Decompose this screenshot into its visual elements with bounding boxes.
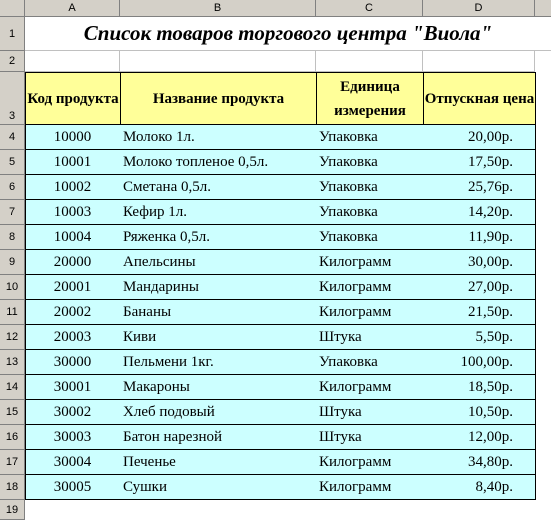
name-cell[interactable]: Хлеб подовый bbox=[120, 400, 317, 425]
unit-cell[interactable]: Упаковка bbox=[316, 225, 424, 250]
price-cell[interactable]: 100,00р. bbox=[423, 350, 536, 375]
code-cell[interactable]: 20000 bbox=[25, 250, 121, 275]
name-cell[interactable]: Печенье bbox=[120, 450, 317, 475]
name-cell[interactable]: Молоко 1л. bbox=[120, 125, 317, 150]
unit-cell[interactable]: Упаковка bbox=[316, 150, 424, 175]
code-cell[interactable]: 30003 bbox=[25, 425, 121, 450]
row-header[interactable]: 3 bbox=[0, 72, 25, 125]
price-cell[interactable]: 14,20р. bbox=[423, 200, 536, 225]
unit-cell[interactable]: Килограмм bbox=[316, 475, 424, 500]
unit-cell[interactable]: Штука bbox=[316, 400, 424, 425]
row-header[interactable]: 8 bbox=[0, 225, 25, 250]
header-code[interactable]: Код продукта bbox=[25, 72, 121, 125]
price-cell[interactable]: 8,40р. bbox=[423, 475, 536, 500]
row-header[interactable]: 19 bbox=[0, 500, 25, 520]
row-header[interactable]: 14 bbox=[0, 375, 25, 400]
unit-cell[interactable]: Упаковка bbox=[316, 175, 424, 200]
column-header-partial bbox=[535, 0, 551, 17]
name-cell[interactable]: Ряженка 0,5л. bbox=[120, 225, 317, 250]
price-cell[interactable]: 11,90р. bbox=[423, 225, 536, 250]
name-cell[interactable]: Сушки bbox=[120, 475, 317, 500]
row-header[interactable]: 5 bbox=[0, 150, 25, 175]
column-header-a[interactable]: A bbox=[25, 0, 120, 17]
row-header[interactable]: 7 bbox=[0, 200, 25, 225]
price-cell[interactable]: 5,50р. bbox=[423, 325, 536, 350]
row-header[interactable]: 13 bbox=[0, 350, 25, 375]
code-cell[interactable]: 30002 bbox=[25, 400, 121, 425]
code-cell[interactable]: 20001 bbox=[25, 275, 121, 300]
price-cell[interactable]: 12,00р. bbox=[423, 425, 536, 450]
column-header-d[interactable]: D bbox=[423, 0, 535, 17]
row-header[interactable]: 11 bbox=[0, 300, 25, 325]
empty-cell[interactable] bbox=[423, 51, 535, 72]
row-header[interactable]: 16 bbox=[0, 425, 25, 450]
code-cell[interactable]: 30004 bbox=[25, 450, 121, 475]
unit-cell[interactable]: Килограмм bbox=[316, 250, 424, 275]
code-cell[interactable]: 10004 bbox=[25, 225, 121, 250]
price-cell[interactable]: 30,00р. bbox=[423, 250, 536, 275]
price-cell[interactable]: 18,50р. bbox=[423, 375, 536, 400]
header-name[interactable]: Название продукта bbox=[120, 72, 317, 125]
cell-grid bbox=[25, 17, 551, 512]
code-cell[interactable]: 10000 bbox=[25, 125, 121, 150]
row-header[interactable]: 12 bbox=[0, 325, 25, 350]
name-cell[interactable]: Апельсины bbox=[120, 250, 317, 275]
empty-cell[interactable] bbox=[120, 51, 316, 72]
name-cell[interactable]: Мандарины bbox=[120, 275, 317, 300]
code-cell[interactable]: 20003 bbox=[25, 325, 121, 350]
unit-cell[interactable]: Упаковка bbox=[316, 125, 424, 150]
unit-cell[interactable]: Килограмм bbox=[316, 450, 424, 475]
name-cell[interactable]: Батон нарезной bbox=[120, 425, 317, 450]
code-cell[interactable]: 30005 bbox=[25, 475, 121, 500]
unit-cell[interactable]: Килограмм bbox=[316, 275, 424, 300]
row-header[interactable]: 9 bbox=[0, 250, 25, 275]
price-cell[interactable]: 27,00р. bbox=[423, 275, 536, 300]
name-cell[interactable]: Макароны bbox=[120, 375, 317, 400]
select-all-corner[interactable] bbox=[0, 0, 25, 17]
table-left-border bbox=[25, 125, 26, 500]
name-cell[interactable]: Сметана 0,5л. bbox=[120, 175, 317, 200]
row-header[interactable]: 6 bbox=[0, 175, 25, 200]
name-cell[interactable]: Бананы bbox=[120, 300, 317, 325]
empty-cell[interactable] bbox=[316, 51, 423, 72]
empty-cell[interactable] bbox=[25, 51, 120, 72]
price-cell[interactable]: 25,76р. bbox=[423, 175, 536, 200]
name-cell[interactable]: Пельмени 1кг. bbox=[120, 350, 317, 375]
name-cell[interactable]: Молоко топленое 0,5л. bbox=[120, 150, 317, 175]
column-header-b[interactable]: B bbox=[120, 0, 316, 17]
unit-cell[interactable]: Упаковка bbox=[316, 350, 424, 375]
code-cell[interactable]: 30001 bbox=[25, 375, 121, 400]
row-header[interactable]: 4 bbox=[0, 125, 25, 150]
price-cell[interactable]: 20,00р. bbox=[423, 125, 536, 150]
unit-cell[interactable]: Килограмм bbox=[316, 375, 424, 400]
title-cell[interactable]: Список товаров торгового центра "Виола" bbox=[25, 17, 551, 51]
column-header-c[interactable]: C bbox=[316, 0, 423, 17]
row-header[interactable]: 17 bbox=[0, 450, 25, 475]
code-cell[interactable]: 10002 bbox=[25, 175, 121, 200]
code-cell[interactable]: 10003 bbox=[25, 200, 121, 225]
name-cell[interactable]: Кефир 1л. bbox=[120, 200, 317, 225]
row-header[interactable]: 1 bbox=[0, 17, 25, 51]
price-cell[interactable]: 10,50р. bbox=[423, 400, 536, 425]
row-header[interactable]: 10 bbox=[0, 275, 25, 300]
unit-cell[interactable]: Штука bbox=[316, 425, 424, 450]
code-cell[interactable]: 10001 bbox=[25, 150, 121, 175]
row-header[interactable]: 15 bbox=[0, 400, 25, 425]
price-cell[interactable]: 21,50р. bbox=[423, 300, 536, 325]
header-unit[interactable]: Единица измерения bbox=[316, 72, 424, 125]
code-cell[interactable]: 30000 bbox=[25, 350, 121, 375]
price-cell[interactable]: 34,80р. bbox=[423, 450, 536, 475]
unit-cell[interactable]: Штука bbox=[316, 325, 424, 350]
unit-cell[interactable]: Килограмм bbox=[316, 300, 424, 325]
unit-cell[interactable]: Упаковка bbox=[316, 200, 424, 225]
row-header[interactable]: 18 bbox=[0, 475, 25, 500]
header-price[interactable]: Отпускная цена bbox=[423, 72, 536, 125]
row-header[interactable]: 2 bbox=[0, 51, 25, 72]
name-cell[interactable]: Киви bbox=[120, 325, 317, 350]
price-cell[interactable]: 17,50р. bbox=[423, 150, 536, 175]
code-cell[interactable]: 20002 bbox=[25, 300, 121, 325]
